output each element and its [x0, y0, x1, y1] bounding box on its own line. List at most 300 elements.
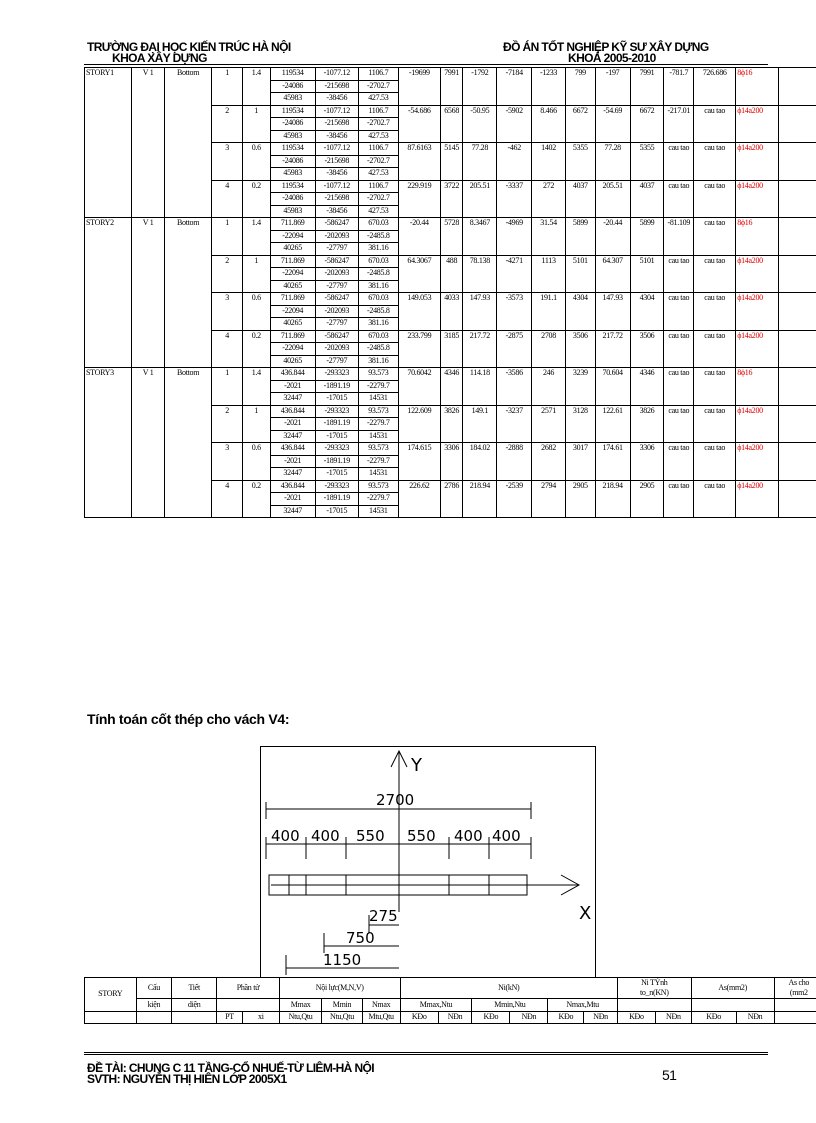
wall-cell [132, 355, 165, 368]
value-cell [398, 355, 440, 368]
wall-cell [132, 268, 165, 281]
value-cell: -19699 [398, 68, 440, 81]
value-cell [497, 380, 532, 393]
xi-cell: 0.6 [242, 143, 270, 156]
force-cell: -27797 [315, 280, 358, 293]
force-cell: 670.03 [358, 218, 398, 231]
steel-cell [736, 80, 779, 93]
value-cell: cau tao [664, 443, 694, 456]
h-noiluc: Nội lực(M,N,V) [279, 978, 400, 999]
value-cell [398, 505, 440, 518]
element-cell [212, 393, 243, 406]
value-cell [664, 280, 694, 293]
value-cell [497, 243, 532, 256]
value-cell [595, 155, 630, 168]
value-cell: 147.93 [463, 293, 497, 306]
wall-cell [132, 455, 165, 468]
xi-cell [242, 455, 270, 468]
value-cell: -462 [497, 143, 532, 156]
xi-cell: 1 [242, 105, 270, 118]
table-row [85, 68, 816, 81]
section-cell [164, 80, 211, 93]
steel-cell: 8ϕ16 [736, 218, 779, 231]
force-cell: 45983 [270, 93, 315, 106]
value-cell [694, 318, 736, 331]
value-cell: -2539 [497, 480, 532, 493]
value-cell [398, 430, 440, 443]
y-axis-label: Y [411, 755, 422, 776]
value-cell [565, 430, 595, 443]
force-cell: -27797 [315, 318, 358, 331]
school-name: TRƯỜNG ĐẠI HỌC KIẾN TRÚC HÀ NỘI [87, 40, 291, 54]
segment-label-2: 400 [311, 827, 340, 845]
story-cell [85, 493, 132, 506]
section-cell [164, 343, 211, 356]
value-cell [398, 205, 440, 218]
value-cell [440, 505, 463, 518]
value-cell [440, 455, 463, 468]
value-cell [497, 505, 532, 518]
h3-cell: KĐo [548, 1011, 584, 1024]
force-cell: 40265 [270, 318, 315, 331]
value-cell: 2794 [532, 480, 566, 493]
steel-cell [736, 468, 779, 481]
value-cell [440, 380, 463, 393]
force-cell: 14531 [358, 468, 398, 481]
wall-cell [132, 493, 165, 506]
section-cell [164, 105, 211, 118]
value-cell [532, 355, 566, 368]
table-row [85, 130, 816, 143]
value-cell: cau tao [694, 480, 736, 493]
element-cell: 3 [212, 443, 243, 456]
value-cell: cau tao [694, 443, 736, 456]
steel-cell [736, 230, 779, 243]
value-cell [440, 493, 463, 506]
value-cell: 5145 [440, 143, 463, 156]
element-cell [212, 355, 243, 368]
story-cell [85, 505, 132, 518]
value-cell [440, 93, 463, 106]
value-cell: cau tao [694, 405, 736, 418]
force-cell: -2021 [270, 380, 315, 393]
value-cell [463, 418, 497, 431]
value-cell: 31.54 [532, 218, 566, 231]
steel-cell: 8ϕ16 [736, 68, 779, 81]
value-cell [532, 118, 566, 131]
element-cell: 1 [212, 368, 243, 381]
extra-cell [779, 293, 816, 306]
value-cell: 3017 [565, 443, 595, 456]
value-cell [694, 355, 736, 368]
footer-topic: ĐỀ TÀI: CHUNG C 11 TẦNG-CỔ NHUẾ-TỪ LIÊM-HÀ NỘI [87, 1061, 375, 1075]
table-row [85, 218, 816, 231]
h-mmax-ntu: Mmax,Ntu [400, 999, 472, 1012]
value-cell [565, 155, 595, 168]
force-cell: 93.573 [358, 443, 398, 456]
value-cell [440, 168, 463, 181]
value-cell: -81.109 [664, 218, 694, 231]
steel-cell: ϕ14a200 [736, 405, 779, 418]
extra-cell [779, 205, 816, 218]
story-cell [85, 443, 132, 456]
extra-cell [779, 168, 816, 181]
value-cell [440, 118, 463, 131]
extra-cell [779, 355, 816, 368]
h-mmin: Mmin [322, 999, 362, 1012]
course-years: KHOÁ 2005-2010 [568, 51, 656, 65]
xi-cell [242, 343, 270, 356]
story-cell [85, 168, 132, 181]
value-cell: -781.7 [664, 68, 694, 81]
h3-cell: KĐo [617, 1011, 655, 1024]
value-cell [630, 193, 664, 206]
value-cell [463, 468, 497, 481]
h-dien: diện [172, 999, 217, 1012]
force-cell: -2485.8 [358, 343, 398, 356]
story-cell [85, 468, 132, 481]
h-ni-tinh: Ni TÝnh to_n(KN) [617, 978, 691, 999]
value-cell [463, 455, 497, 468]
force-cell: -27797 [315, 243, 358, 256]
segment-label-1: 400 [271, 827, 300, 845]
extra-cell [779, 480, 816, 493]
h3-cell: NĐn [736, 1011, 774, 1024]
value-cell [664, 168, 694, 181]
value-cell [463, 93, 497, 106]
force-cell: 381.16 [358, 318, 398, 331]
element-cell: 2 [212, 105, 243, 118]
h-mmax: Mmax [279, 999, 322, 1012]
wall-cell [132, 243, 165, 256]
force-cell: -1077.12 [315, 143, 358, 156]
element-cell [212, 243, 243, 256]
force-cell: -2485.8 [358, 305, 398, 318]
table-row [85, 343, 816, 356]
steel-cell [736, 168, 779, 181]
table-row [85, 418, 816, 431]
value-cell: 5728 [440, 218, 463, 231]
value-cell [664, 468, 694, 481]
value-cell: 5899 [565, 218, 595, 231]
element-cell [212, 193, 243, 206]
table-row [85, 243, 816, 256]
value-cell: cau tao [694, 293, 736, 306]
section-cell [164, 268, 211, 281]
xi-cell [242, 355, 270, 368]
force-cell: 427.53 [358, 93, 398, 106]
h-kien: kiện [136, 999, 172, 1012]
section-cell [164, 405, 211, 418]
value-cell [664, 193, 694, 206]
value-cell: 6672 [565, 105, 595, 118]
value-cell: -54.686 [398, 105, 440, 118]
xi-cell [242, 393, 270, 406]
value-cell [398, 130, 440, 143]
value-cell: cau tao [694, 255, 736, 268]
element-cell [212, 80, 243, 93]
table-row [85, 118, 816, 131]
table-row [85, 143, 816, 156]
element-cell [212, 418, 243, 431]
value-cell: 8.466 [532, 105, 566, 118]
value-cell [664, 430, 694, 443]
value-cell [565, 380, 595, 393]
value-cell: 488 [440, 255, 463, 268]
extra-cell [779, 193, 816, 206]
table-row [85, 230, 816, 243]
section-cell [164, 155, 211, 168]
table-row [85, 380, 816, 393]
force-cell: -38456 [315, 205, 358, 218]
element-cell [212, 118, 243, 131]
xi-cell [242, 318, 270, 331]
force-cell: -38456 [315, 130, 358, 143]
value-cell [565, 80, 595, 93]
wall-cell: V 1 [132, 368, 165, 381]
section-cell [164, 430, 211, 443]
value-cell: 78.138 [463, 255, 497, 268]
value-cell [463, 130, 497, 143]
value-cell: 229.919 [398, 180, 440, 193]
value-cell [463, 118, 497, 131]
value-cell: 217.72 [463, 330, 497, 343]
xi-cell [242, 268, 270, 281]
force-cell: 119534 [270, 68, 315, 81]
story-cell [85, 230, 132, 243]
value-cell [565, 468, 595, 481]
value-cell [630, 318, 664, 331]
h3-cell: KĐo [691, 1011, 736, 1024]
value-cell: -50.95 [463, 105, 497, 118]
value-cell [565, 118, 595, 131]
value-cell [463, 230, 497, 243]
force-cell: -22094 [270, 268, 315, 281]
story-cell: STORY1 [85, 68, 132, 81]
section-cell [164, 443, 211, 456]
value-cell [398, 268, 440, 281]
force-cell: 670.03 [358, 293, 398, 306]
steel-cell: ϕ14a200 [736, 443, 779, 456]
value-cell [595, 193, 630, 206]
force-cell: -17015 [315, 468, 358, 481]
force-cell: 93.573 [358, 480, 398, 493]
steel-cell [736, 130, 779, 143]
xi-cell [242, 80, 270, 93]
xi-cell: 0.6 [242, 293, 270, 306]
force-cell: -586247 [315, 330, 358, 343]
h3-cell: Ntu,Qtu [322, 1011, 362, 1024]
value-cell [630, 93, 664, 106]
value-cell: 5899 [630, 218, 664, 231]
element-cell [212, 318, 243, 331]
value-cell: 3826 [630, 405, 664, 418]
story-cell [85, 330, 132, 343]
force-cell: -215698 [315, 155, 358, 168]
wall-section-diagram [260, 746, 596, 978]
value-cell: 77.28 [595, 143, 630, 156]
story-cell [85, 105, 132, 118]
element-cell [212, 505, 243, 518]
value-cell [664, 505, 694, 518]
value-cell: 205.51 [595, 180, 630, 193]
story-cell [85, 205, 132, 218]
value-cell: 4304 [565, 293, 595, 306]
h-as: As(mm2) [691, 978, 774, 999]
wall-cell [132, 143, 165, 156]
value-cell: 799 [565, 68, 595, 81]
value-cell [497, 318, 532, 331]
value-cell [664, 455, 694, 468]
value-cell [440, 418, 463, 431]
value-cell: 2682 [532, 443, 566, 456]
value-cell [694, 93, 736, 106]
xi-cell [242, 418, 270, 431]
value-cell: -3586 [497, 368, 532, 381]
xi-cell: 1 [242, 255, 270, 268]
element-cell: 2 [212, 405, 243, 418]
value-cell [664, 318, 694, 331]
force-cell: 427.53 [358, 168, 398, 181]
value-cell [398, 118, 440, 131]
force-cell: -2702.7 [358, 80, 398, 93]
story-cell [85, 280, 132, 293]
xi-cell [242, 280, 270, 293]
story-cell [85, 255, 132, 268]
value-cell: 3506 [565, 330, 595, 343]
value-cell: 7991 [630, 68, 664, 81]
value-cell [463, 243, 497, 256]
extra-cell [779, 118, 816, 131]
dim-275: 275 [369, 907, 398, 925]
value-cell [694, 393, 736, 406]
element-cell: 4 [212, 480, 243, 493]
value-cell: cau tao [664, 330, 694, 343]
xi-cell [242, 243, 270, 256]
value-cell [497, 205, 532, 218]
force-cell: 32447 [270, 393, 315, 406]
value-cell [398, 493, 440, 506]
steel-cell [736, 193, 779, 206]
force-cell: 40265 [270, 280, 315, 293]
footer-rule [84, 1052, 768, 1055]
element-cell [212, 230, 243, 243]
value-cell: 218.94 [463, 480, 497, 493]
value-cell [630, 468, 664, 481]
extra-cell [779, 255, 816, 268]
xi-cell [242, 305, 270, 318]
faculty-name: KHOA XÂY DỰNG [112, 51, 207, 65]
value-cell [694, 380, 736, 393]
value-cell: -20.44 [398, 218, 440, 231]
element-cell [212, 430, 243, 443]
story-cell [85, 455, 132, 468]
force-cell: -202093 [315, 268, 358, 281]
element-cell [212, 130, 243, 143]
force-cell: 45983 [270, 168, 315, 181]
value-cell [398, 455, 440, 468]
value-cell [463, 380, 497, 393]
value-cell [440, 268, 463, 281]
xi-cell: 1.4 [242, 218, 270, 231]
value-cell: -2888 [497, 443, 532, 456]
segment-label-4: 550 [407, 827, 436, 845]
value-cell: -5902 [497, 105, 532, 118]
force-cell: -2021 [270, 418, 315, 431]
force-cell: 711.869 [270, 218, 315, 231]
value-cell: -3573 [497, 293, 532, 306]
force-cell: 711.869 [270, 255, 315, 268]
value-cell: cau tao [694, 368, 736, 381]
wall-cell [132, 193, 165, 206]
wall-cell [132, 468, 165, 481]
xi-cell: 1.4 [242, 368, 270, 381]
story-cell [85, 118, 132, 131]
steel-cell: 8ϕ16 [736, 368, 779, 381]
value-cell [630, 268, 664, 281]
extra-cell [779, 343, 816, 356]
steel-cell [736, 268, 779, 281]
value-cell [595, 243, 630, 256]
value-cell [440, 193, 463, 206]
steel-cell [736, 505, 779, 518]
value-cell [630, 430, 664, 443]
value-cell: 5355 [565, 143, 595, 156]
value-cell [497, 280, 532, 293]
value-cell: -20.44 [595, 218, 630, 231]
value-cell [595, 393, 630, 406]
value-cell: 5101 [565, 255, 595, 268]
value-cell: 4037 [630, 180, 664, 193]
value-cell: 205.51 [463, 180, 497, 193]
value-cell: 64.3067 [398, 255, 440, 268]
value-cell: 2571 [532, 405, 566, 418]
element-cell [212, 343, 243, 356]
table-row [85, 505, 816, 518]
steel-cell [736, 418, 779, 431]
h-phantu: Phần tử [217, 978, 280, 999]
steel-cell [736, 430, 779, 443]
value-cell [565, 418, 595, 431]
value-cell [398, 93, 440, 106]
reinforcement-table [84, 67, 816, 518]
value-cell [664, 243, 694, 256]
force-cell: -2279.7 [358, 380, 398, 393]
value-cell: -7184 [497, 68, 532, 81]
value-cell [630, 168, 664, 181]
steel-cell: ϕ14a200 [736, 293, 779, 306]
value-cell: 174.615 [398, 443, 440, 456]
value-cell [595, 430, 630, 443]
value-cell: 87.6163 [398, 143, 440, 156]
value-cell [595, 130, 630, 143]
element-cell [212, 268, 243, 281]
wall-cell [132, 205, 165, 218]
wall-cell [132, 405, 165, 418]
value-cell [595, 80, 630, 93]
extra-cell [779, 318, 816, 331]
value-cell [497, 118, 532, 131]
value-cell: 3185 [440, 330, 463, 343]
value-cell: 70.6042 [398, 368, 440, 381]
value-cell [497, 80, 532, 93]
value-cell [694, 243, 736, 256]
force-cell: 14531 [358, 430, 398, 443]
value-cell: 2708 [532, 330, 566, 343]
value-cell [595, 93, 630, 106]
value-cell: 114.18 [463, 368, 497, 381]
story-cell [85, 305, 132, 318]
